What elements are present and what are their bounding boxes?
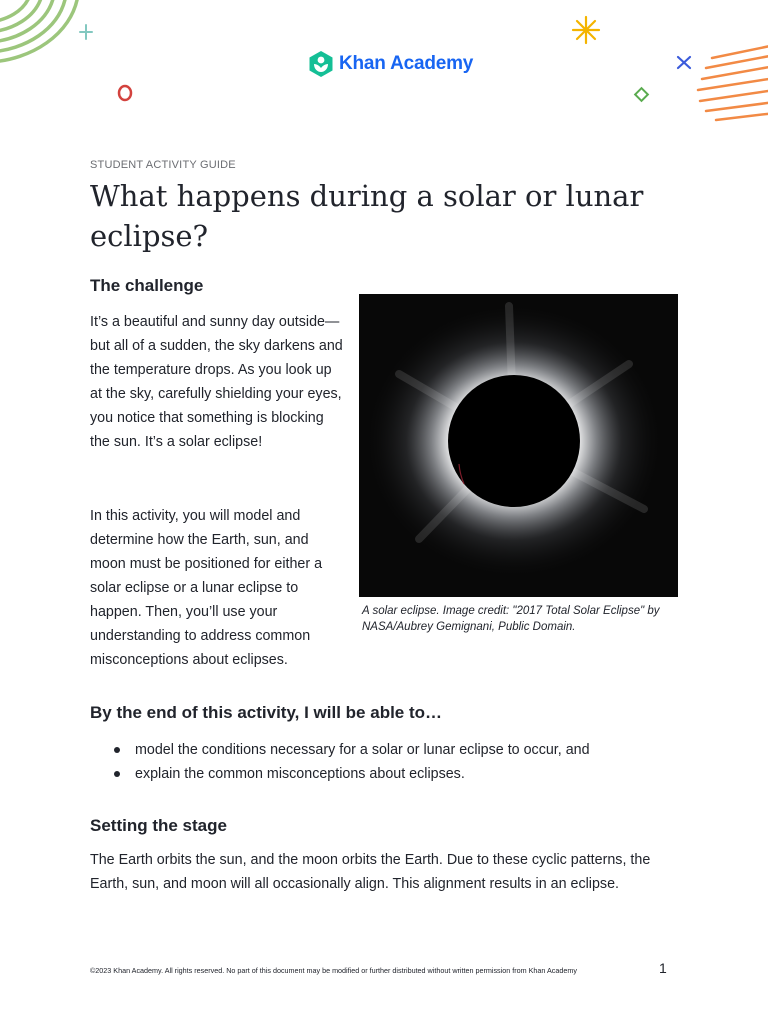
solar-eclipse-image	[359, 294, 678, 597]
page-number: 1	[659, 960, 667, 976]
moon-disc	[448, 375, 580, 507]
bullet-icon	[114, 771, 120, 777]
khan-academy-logo[interactable]	[309, 50, 473, 78]
page-title: What happens during a solar or lunar eclipse?	[90, 179, 644, 253]
list-item-text: model the conditions necessary for a solar or lunar eclipse to occur, and	[135, 742, 590, 758]
orange-scribble-graphic	[698, 45, 768, 120]
bullet-icon	[114, 747, 120, 753]
copyright-footer: ©2023 Khan Academy. All rights reserved. No part of this document may be modified or further distributed without written permission from Khan Academy	[90, 966, 577, 975]
brand-name: Khan Academy	[339, 53, 474, 74]
list-item-text: explain the common misconceptions about eclipses.	[135, 766, 465, 782]
objectives-list	[90, 738, 590, 786]
green-diamond-icon	[635, 88, 648, 101]
challenge-paragraph-2: In this activity, you will model and determine how the Earth, sun, and moon must be positioned for either a solar eclipse or a lunar eclipse to happen. Then, you’ll use your understanding to address common misconceptions about eclipses.	[90, 508, 323, 668]
document-type-label: STUDENT ACTIVITY GUIDE	[90, 159, 236, 171]
red-ring-icon	[119, 86, 131, 100]
list-item	[90, 738, 590, 762]
teal-cross-icon	[80, 25, 92, 39]
stage-paragraph: The Earth orbits the sun, and the moon orbits the Earth. Due to these cyclic patterns, the Earth, sun, and moon will all occasionally align. This alignment results in an eclipse.	[90, 852, 651, 892]
section-heading-stage: Setting the stage	[90, 816, 227, 835]
list-item	[90, 762, 590, 786]
solar-eclipse-photo	[359, 294, 678, 597]
blue-x-icon	[678, 57, 690, 68]
image-caption: A solar eclipse. Image credit: "2017 Total Solar Eclipse" by NASA/Aubrey Gemignani, Public Domain.	[362, 605, 660, 633]
section-heading-objectives: By the end of this activity, I will be able to…	[90, 703, 443, 722]
green-swirl-graphic	[0, 0, 78, 62]
section-heading-challenge: The challenge	[90, 276, 204, 295]
khan-hexagon-logo-icon	[309, 51, 333, 77]
yellow-asterisk-icon	[573, 17, 599, 43]
challenge-paragraph-1: It’s a beautiful and sunny day outside—but all of a sudden, the sky darkens and the temperature drops. As you look up at the sky, carefully shielding your eyes, you notice that something is blocking the sun. It’s a solar eclipse!	[90, 314, 343, 450]
